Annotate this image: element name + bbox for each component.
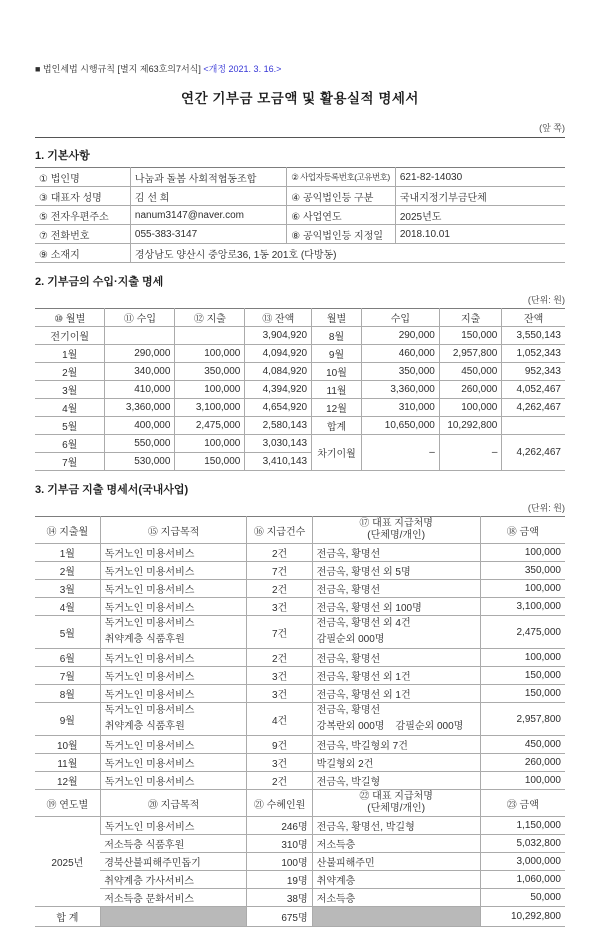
column-header: ⑭ 지출월: [35, 517, 100, 544]
cell-month: 3월: [35, 580, 100, 598]
cell-month: 5월: [35, 417, 105, 435]
cell-purpose: 독거노인 미용서비스: [100, 598, 247, 616]
column-header: 월별: [312, 309, 362, 327]
cell-expense: 450,000: [439, 363, 502, 381]
cell-expense: 260,000: [439, 381, 502, 399]
column-header: ⑳ 지급목적: [100, 790, 247, 817]
field-value: 2018.10.01: [395, 225, 565, 244]
cell-expense: 100,000: [175, 435, 245, 453]
cell-month: 6월: [35, 435, 105, 453]
cell-count: 3건: [247, 754, 312, 772]
cell-payee: 전금옥, 황명선 외 1건: [312, 685, 480, 703]
cell-purpose-line: 취약계층 식품후원: [104, 634, 185, 645]
cell-month: 9월: [35, 703, 100, 736]
field-label: ⑦ 전화번호: [35, 225, 130, 244]
column-header: ㉓ 금액: [480, 790, 565, 817]
cell-carryover-label: 차기이월: [312, 435, 362, 471]
cell-income: 290,000: [361, 327, 439, 345]
cell-payee: [312, 703, 480, 736]
table-row: [35, 327, 565, 345]
field-value: 국내지정기부금단체: [395, 187, 565, 206]
field-label: ② 사업자등록번호(고유번호): [287, 168, 396, 187]
table-header-row: [35, 790, 565, 817]
cell-month: 8월: [312, 327, 362, 345]
cell-expense: 10,292,800: [439, 417, 502, 435]
table-row: [35, 244, 565, 263]
cell-income: 3,360,000: [105, 399, 175, 417]
field-value: 2025년도: [395, 206, 565, 225]
cell-payee: 전금옥, 황명선 외 5명: [312, 562, 480, 580]
cell-amount: 5,032,800: [480, 835, 565, 853]
cell-month: 2월: [35, 562, 100, 580]
field-label: ⑧ 공익법인등 지정일: [287, 225, 396, 244]
cell-income: 340,000: [105, 363, 175, 381]
field-label: ⑤ 전자우편주소: [35, 206, 130, 225]
cell-purpose: 독거노인 미용서비스: [100, 562, 247, 580]
cell-payee: 전금옥, 황명선: [312, 544, 480, 562]
column-header: ㉑ 수혜인원: [247, 790, 312, 817]
cell-payee: 전금옥, 황명선, 박길형: [312, 817, 480, 835]
form-note-prefix: ■ 법인세법 시행규칙 [별지 제63호의7서식]: [35, 64, 201, 74]
cell-count: 3건: [247, 685, 312, 703]
monthly-cashflow-table: [35, 308, 565, 471]
cell-amount: 100,000: [480, 544, 565, 562]
column-header: ⑩ 월별: [35, 309, 105, 327]
cell-balance: 4,094,920: [245, 345, 312, 363]
table-row: [35, 853, 565, 871]
table-row: [35, 417, 565, 435]
cell-payee: 취약계층: [312, 871, 480, 889]
cell-month: 6월: [35, 649, 100, 667]
cell-balance: 4,084,920: [245, 363, 312, 381]
table-row: [35, 381, 565, 399]
cell-beneficiaries: 19명: [247, 871, 312, 889]
field-label: ① 법인명: [35, 168, 130, 187]
cell-income: 400,000: [105, 417, 175, 435]
table-row: [35, 168, 565, 187]
cell-payee: 산불피해주민: [312, 853, 480, 871]
cell-payee-line: 감필순외 000명: [316, 634, 385, 645]
field-value: 621-82-14030: [395, 168, 565, 187]
table-row: [35, 435, 565, 453]
cell-purpose: [100, 616, 247, 649]
cell-amount: 260,000: [480, 754, 565, 772]
cell-income: [105, 327, 175, 345]
cell-amount: 2,957,800: [480, 703, 565, 736]
cell-amount: 2,475,000: [480, 616, 565, 649]
column-header: ⑲ 연도별: [35, 790, 100, 817]
cell-month: 5월: [35, 616, 100, 649]
table-header-row: [35, 517, 565, 544]
cell-month: 7월: [35, 453, 105, 471]
cell-count: 4건: [247, 703, 312, 736]
cell-purpose: 독거노인 미용서비스: [100, 817, 247, 835]
cell-income: 550,000: [105, 435, 175, 453]
cell-amount: 100,000: [480, 649, 565, 667]
column-header: 수입: [361, 309, 439, 327]
table-row: [35, 736, 565, 754]
cell-payee: 박길형외 2건: [312, 754, 480, 772]
cell-balance: 3,904,920: [245, 327, 312, 345]
cell-expense: 150,000: [175, 453, 245, 471]
cell-payee: 전금옥, 박길형외 7건: [312, 736, 480, 754]
cell-count: 2건: [247, 544, 312, 562]
cell-expense: 100,000: [175, 345, 245, 363]
section3-unit-label: (단위: 원): [527, 503, 565, 513]
table-row: [35, 649, 565, 667]
column-header: 잔액: [502, 309, 565, 327]
section3-heading: 3. 기부금 지출 명세서(국내사업): [35, 484, 189, 496]
cell-beneficiaries: 38명: [247, 889, 312, 907]
cell-balance: [502, 417, 565, 435]
cell-amount: 150,000: [480, 667, 565, 685]
cell-amount: 150,000: [480, 685, 565, 703]
form-title: 연간 기부금 모금액 및 활용실적 명세서: [181, 91, 419, 106]
cell-payee: [312, 616, 480, 649]
cell-income: 410,000: [105, 381, 175, 399]
cell-month: 11월: [35, 754, 100, 772]
table-row: [35, 580, 565, 598]
cell-payee: 전금옥, 황명선: [312, 580, 480, 598]
cell-expense: –: [439, 435, 502, 471]
cell-balance: 4,654,920: [245, 399, 312, 417]
table-row: [35, 206, 565, 225]
cell-month: 4월: [35, 399, 105, 417]
cell-purpose: 경북산불피해주민돕기: [100, 853, 247, 871]
table-row: [35, 399, 565, 417]
column-header: 지출: [439, 309, 502, 327]
cell-amount: 1,150,000: [480, 817, 565, 835]
form-note-revision: <개정 2021. 3. 16.>: [203, 64, 282, 74]
cell-month: 8월: [35, 685, 100, 703]
cell-purpose-line: 독거노인 미용서비스: [104, 705, 195, 716]
table-header-row: [35, 309, 565, 327]
cell-month: 12월: [312, 399, 362, 417]
cell-purpose: 저소득층 식품후원: [100, 835, 247, 853]
field-value: 경상남도 양산시 중앙로36, 1동 201호 (다방동): [130, 244, 565, 263]
cell-purpose: 독거노인 미용서비스: [100, 649, 247, 667]
cell-payee-line: 전금옥, 황명선 외 4건: [316, 618, 411, 629]
cell-balance: 4,262,467: [502, 399, 565, 417]
cell-expense: 150,000: [439, 327, 502, 345]
column-header: ⑪ 수입: [105, 309, 175, 327]
cell-year: 2025년: [35, 817, 100, 907]
cell-count: 2건: [247, 580, 312, 598]
cell-amount: 450,000: [480, 736, 565, 754]
header-rule: [35, 137, 565, 138]
field-value: 나눔과 돌봄 사회적협동조합: [130, 168, 286, 187]
table-row: [35, 703, 565, 736]
cell-payee: 전금옥, 황명선 외 100명: [312, 598, 480, 616]
cell-beneficiaries: 310명: [247, 835, 312, 853]
table-row: [35, 871, 565, 889]
cell-beneficiaries: 100명: [247, 853, 312, 871]
cell-count: 3건: [247, 598, 312, 616]
cell-count: 3건: [247, 667, 312, 685]
section2-heading: 2. 기부금의 수입·지출 명세: [35, 276, 164, 288]
cell-balance: 3,410,143: [245, 453, 312, 471]
cell-purpose-line: 독거노인 미용서비스: [104, 618, 195, 629]
table-row: [35, 363, 565, 381]
section2-unit-label: (단위: 원): [527, 295, 565, 305]
cell-balance: 952,343: [502, 363, 565, 381]
cell-expense: 2,475,000: [175, 417, 245, 435]
cell-month: 12월: [35, 772, 100, 790]
cell-expense: 3,100,000: [175, 399, 245, 417]
basic-info-table: [35, 167, 565, 263]
cell-count: 2건: [247, 649, 312, 667]
cell-income: 10,650,000: [361, 417, 439, 435]
cell-income: 460,000: [361, 345, 439, 363]
cell-amount: 3,100,000: [480, 598, 565, 616]
cell-payee: 전금옥, 박길형: [312, 772, 480, 790]
cell-balance: 3,550,143: [502, 327, 565, 345]
shaded-cell: [100, 907, 247, 927]
table-row: [35, 835, 565, 853]
cell-purpose: 독거노인 미용서비스: [100, 667, 247, 685]
table-row: [35, 562, 565, 580]
cell-month: 9월: [312, 345, 362, 363]
cell-purpose: 독거노인 미용서비스: [100, 736, 247, 754]
cell-payee: 저소득층: [312, 889, 480, 907]
cell-purpose: 독거노인 미용서비스: [100, 754, 247, 772]
cell-payee: 전금옥, 황명선: [312, 649, 480, 667]
table-row: [35, 889, 565, 907]
cell-payee: 저소득층: [312, 835, 480, 853]
table-row: [35, 616, 565, 649]
table-row: [35, 345, 565, 363]
cell-beneficiaries: 246명: [247, 817, 312, 835]
expenditure-detail-table: [35, 516, 565, 927]
cell-income: 290,000: [105, 345, 175, 363]
total-beneficiaries: 675명: [247, 907, 312, 927]
cell-month: 10월: [312, 363, 362, 381]
total-label: 합 계: [35, 907, 100, 927]
cell-payee-line: 전금옥, 황명선: [316, 705, 381, 716]
column-header-line: (단체명/개인): [367, 530, 426, 541]
page-side-label: (앞 쪽): [539, 123, 565, 133]
cell-purpose: 저소득층 문화서비스: [100, 889, 247, 907]
cell-income: 530,000: [105, 453, 175, 471]
section1-heading: 1. 기본사항: [35, 150, 90, 162]
cell-purpose: 독거노인 미용서비스: [100, 685, 247, 703]
cell-month: 3월: [35, 381, 105, 399]
cell-expense: 100,000: [175, 381, 245, 399]
cell-month: 1월: [35, 544, 100, 562]
cell-count: 7건: [247, 616, 312, 649]
table-row: [35, 667, 565, 685]
cell-purpose: 독거노인 미용서비스: [100, 544, 247, 562]
cell-income: 350,000: [361, 363, 439, 381]
cell-month: 1월: [35, 345, 105, 363]
column-header: ⑬ 잔액: [245, 309, 312, 327]
field-value: nanum3147@naver.com: [130, 206, 286, 225]
table-row: [35, 685, 565, 703]
cell-month: 10월: [35, 736, 100, 754]
cell-balance: 4,394,920: [245, 381, 312, 399]
column-header: ⑮ 지급목적: [100, 517, 247, 544]
table-row: [35, 754, 565, 772]
field-label: ③ 대표자 성명: [35, 187, 130, 206]
column-header: ⑯ 지급건수: [247, 517, 312, 544]
field-label: ⑥ 사업연도: [287, 206, 396, 225]
cell-total-label: 합계: [312, 417, 362, 435]
shaded-cell: [312, 907, 480, 927]
cell-month: 7월: [35, 667, 100, 685]
column-header: ⑱ 금액: [480, 517, 565, 544]
cell-amount: 1,060,000: [480, 871, 565, 889]
column-header-line: (단체명/개인): [367, 803, 426, 814]
cell-month: 전기이월: [35, 327, 105, 345]
cell-balance: 4,262,467: [502, 435, 565, 471]
cell-amount: 350,000: [480, 562, 565, 580]
table-row: [35, 544, 565, 562]
cell-purpose: 취약계층 가사서비스: [100, 871, 247, 889]
cell-expense: [175, 327, 245, 345]
cell-balance: 2,580,143: [245, 417, 312, 435]
cell-count: 7건: [247, 562, 312, 580]
cell-month: 11월: [312, 381, 362, 399]
cell-payee: 전금옥, 황명선 외 1건: [312, 667, 480, 685]
field-label: ⑨ 소재지: [35, 244, 130, 263]
column-header: [312, 790, 480, 817]
column-header-line: ⑰ 대표 지급처명: [359, 518, 433, 529]
cell-expense: 100,000: [439, 399, 502, 417]
cell-purpose: [100, 703, 247, 736]
table-row: [35, 772, 565, 790]
cell-expense: 350,000: [175, 363, 245, 381]
cell-balance: 4,052,467: [502, 381, 565, 399]
cell-purpose: 독거노인 미용서비스: [100, 580, 247, 598]
table-row: [35, 817, 565, 835]
total-row: [35, 907, 565, 927]
table-row: [35, 225, 565, 244]
cell-amount: 100,000: [480, 772, 565, 790]
field-label: ④ 공익법인등 구분: [287, 187, 396, 206]
cell-purpose: 독거노인 미용서비스: [100, 772, 247, 790]
cell-count: 9건: [247, 736, 312, 754]
column-header: ⑫ 지출: [175, 309, 245, 327]
cell-month: 2월: [35, 363, 105, 381]
cell-purpose-line: 취약계층 식품후원: [104, 721, 185, 732]
table-row: [35, 187, 565, 206]
column-header-line: ㉒ 대표 지급처명: [359, 791, 433, 802]
cell-amount: 3,000,000: [480, 853, 565, 871]
field-value: 김 선 희: [130, 187, 286, 206]
column-header: [312, 517, 480, 544]
cell-amount: 50,000: [480, 889, 565, 907]
cell-balance: 3,030,143: [245, 435, 312, 453]
field-value: 055-383-3147: [130, 225, 286, 244]
cell-expense: 2,957,800: [439, 345, 502, 363]
cell-amount: 100,000: [480, 580, 565, 598]
cell-income: –: [361, 435, 439, 471]
cell-count: 2건: [247, 772, 312, 790]
cell-income: 310,000: [361, 399, 439, 417]
total-amount: 10,292,800: [480, 907, 565, 927]
cell-month: 4월: [35, 598, 100, 616]
cell-income: 3,360,000: [361, 381, 439, 399]
cell-payee-line: 강복란외 000명 감필순외 000명: [316, 721, 464, 732]
form-note: [35, 62, 565, 75]
cell-balance: 1,052,343: [502, 345, 565, 363]
table-row: [35, 598, 565, 616]
